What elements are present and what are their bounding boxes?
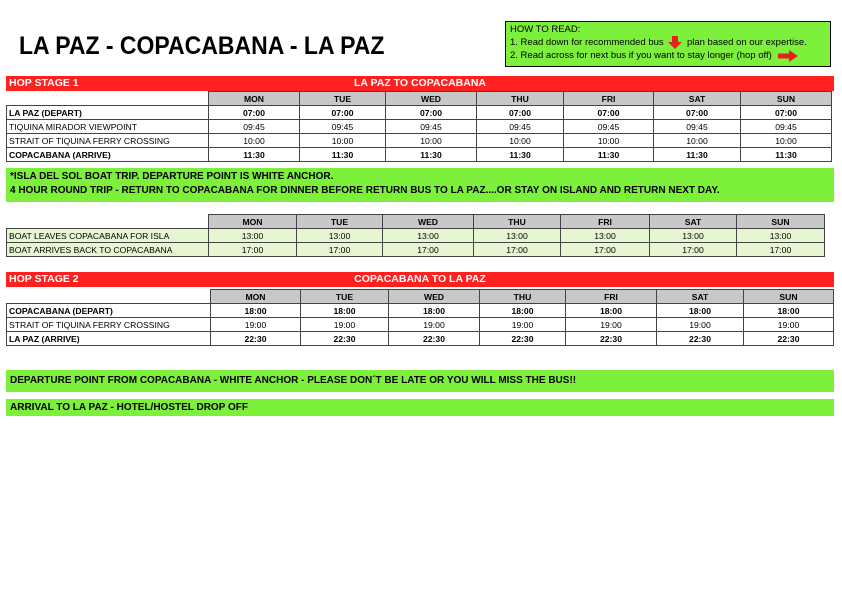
time-cell: 13:00 <box>737 229 825 243</box>
isla-note-line2: 4 HOUR ROUND TRIP - RETURN TO COPACABANA FOR DINNER BEFORE RETURN BUS TO LA PAZ....OR STAY ON ISLAND AND RETURN NEXT DAY. <box>10 185 720 196</box>
day-header-mon: MON <box>211 290 301 304</box>
day-header-wed: WED <box>389 290 480 304</box>
day-header-fri: FRI <box>561 215 650 229</box>
blank-cell <box>7 290 211 304</box>
day-header-fri: FRI <box>564 92 654 106</box>
time-cell: 11:30 <box>654 148 741 162</box>
time-cell: 22:30 <box>301 332 389 346</box>
time-cell: 10:00 <box>477 134 564 148</box>
stage1-header <box>6 76 834 91</box>
isla-note-line1: *ISLA DEL SOL BOAT TRIP. DEPARTURE POINT IS WHITE ANCHOR. <box>10 171 334 182</box>
time-cell: 11:30 <box>741 148 832 162</box>
time-cell: 07:00 <box>477 106 564 120</box>
how-to-read-line2-text: 2. Read across for next bus if you want to stay longer (hop off) <box>510 50 772 62</box>
time-cell: 19:00 <box>744 318 834 332</box>
time-cell: 11:30 <box>477 148 564 162</box>
time-cell: 09:45 <box>477 120 564 134</box>
how-to-read-line1-suffix: plan based on our expertise. <box>686 37 807 49</box>
table-row <box>7 332 834 346</box>
time-cell: 09:45 <box>386 120 477 134</box>
day-header-sat: SAT <box>650 215 737 229</box>
table-row <box>7 304 834 318</box>
departure-note: DEPARTURE POINT FROM COPACABANA - WHITE ANCHOR - PLEASE DON´T BE LATE OR YOU WILL MISS THE BUS!! <box>6 370 834 392</box>
row-label: LA PAZ (ARRIVE) <box>7 332 211 346</box>
time-cell: 17:00 <box>561 243 650 257</box>
time-cell: 10:00 <box>386 134 477 148</box>
time-cell: 22:30 <box>744 332 834 346</box>
time-cell: 19:00 <box>301 318 389 332</box>
day-header-mon: MON <box>209 215 297 229</box>
day-header-tue: TUE <box>301 290 389 304</box>
day-header-sun: SUN <box>737 215 825 229</box>
time-cell: 17:00 <box>650 243 737 257</box>
table-row <box>7 106 832 120</box>
how-to-read-box <box>505 21 831 67</box>
time-cell: 18:00 <box>301 304 389 318</box>
day-header-sat: SAT <box>654 92 741 106</box>
time-cell: 07:00 <box>386 106 477 120</box>
time-cell: 22:30 <box>566 332 657 346</box>
how-to-read-line1-text: 1. Read down for recommended bus <box>510 37 664 49</box>
isla-note <box>6 168 834 202</box>
time-cell: 19:00 <box>566 318 657 332</box>
time-cell: 17:00 <box>737 243 825 257</box>
arrow-right-icon <box>778 50 798 62</box>
boat-table <box>6 214 825 257</box>
row-label: BOAT ARRIVES BACK TO COPACABANA <box>7 243 209 257</box>
time-cell: 18:00 <box>480 304 566 318</box>
day-header-tue: TUE <box>300 92 386 106</box>
time-cell: 13:00 <box>383 229 474 243</box>
stage2-label: HOP STAGE 2 <box>9 273 79 285</box>
day-header-sun: SUN <box>744 290 834 304</box>
day-header-thu: THU <box>480 290 566 304</box>
time-cell: 13:00 <box>297 229 383 243</box>
time-cell: 10:00 <box>654 134 741 148</box>
time-cell: 18:00 <box>657 304 744 318</box>
time-cell: 19:00 <box>480 318 566 332</box>
day-header-wed: WED <box>383 215 474 229</box>
time-cell: 10:00 <box>741 134 832 148</box>
time-cell: 07:00 <box>654 106 741 120</box>
row-label: COPACABANA (ARRIVE) <box>7 148 209 162</box>
day-header-mon: MON <box>209 92 300 106</box>
time-cell: 11:30 <box>209 148 300 162</box>
stage1-label: HOP STAGE 1 <box>9 77 79 89</box>
time-cell: 18:00 <box>389 304 480 318</box>
day-header-fri: FRI <box>566 290 657 304</box>
time-cell: 11:30 <box>386 148 477 162</box>
how-to-read-line2 <box>510 49 826 62</box>
time-cell: 17:00 <box>474 243 561 257</box>
stage2-header <box>6 272 834 287</box>
row-label: BOAT LEAVES COPACABANA FOR ISLA <box>7 229 209 243</box>
stage2-table <box>6 289 834 346</box>
day-header-thu: THU <box>474 215 561 229</box>
day-header-row <box>7 92 832 106</box>
time-cell: 10:00 <box>564 134 654 148</box>
time-cell: 22:30 <box>211 332 301 346</box>
time-cell: 13:00 <box>209 229 297 243</box>
time-cell: 13:00 <box>650 229 737 243</box>
time-cell: 11:30 <box>564 148 654 162</box>
day-header-row <box>7 215 825 229</box>
row-label: COPACABANA (DEPART) <box>7 304 211 318</box>
time-cell: 07:00 <box>209 106 300 120</box>
time-cell: 09:45 <box>654 120 741 134</box>
blank-cell <box>7 215 209 229</box>
time-cell: 07:00 <box>300 106 386 120</box>
time-cell: 17:00 <box>209 243 297 257</box>
time-cell: 07:00 <box>564 106 654 120</box>
day-header-wed: WED <box>386 92 477 106</box>
time-cell: 17:00 <box>297 243 383 257</box>
time-cell: 22:30 <box>389 332 480 346</box>
stage1-route: LA PAZ TO COPACABANA <box>353 77 487 89</box>
stage1-table <box>6 91 832 162</box>
day-header-thu: THU <box>477 92 564 106</box>
time-cell: 07:00 <box>741 106 832 120</box>
day-header-tue: TUE <box>297 215 383 229</box>
table-row <box>7 120 832 134</box>
row-label: STRAIT OF TIQUINA FERRY CROSSING <box>7 318 211 332</box>
row-label: LA PAZ (DEPART) <box>7 106 209 120</box>
page-title: LA PAZ - COPACABANA - LA PAZ <box>19 32 385 60</box>
time-cell: 09:45 <box>209 120 300 134</box>
time-cell: 09:45 <box>300 120 386 134</box>
time-cell: 18:00 <box>211 304 301 318</box>
time-cell: 10:00 <box>209 134 300 148</box>
how-to-read-heading: HOW TO READ: <box>510 24 581 35</box>
time-cell: 18:00 <box>566 304 657 318</box>
table-row <box>7 229 825 243</box>
time-cell: 13:00 <box>474 229 561 243</box>
time-cell: 18:00 <box>744 304 834 318</box>
arrow-down-icon <box>668 36 682 49</box>
row-label: TIQUINA MIRADOR VIEWPOINT <box>7 120 209 134</box>
time-cell: 22:30 <box>480 332 566 346</box>
arrival-note: ARRIVAL TO LA PAZ - HOTEL/HOSTEL DROP OFF <box>6 399 834 416</box>
table-row <box>7 134 832 148</box>
table-row <box>7 243 825 257</box>
table-row <box>7 148 832 162</box>
time-cell: 19:00 <box>389 318 480 332</box>
blank-cell <box>7 92 209 106</box>
time-cell: 22:30 <box>657 332 744 346</box>
time-cell: 19:00 <box>211 318 301 332</box>
day-header-sun: SUN <box>741 92 832 106</box>
table-row <box>7 318 834 332</box>
time-cell: 09:45 <box>741 120 832 134</box>
time-cell: 10:00 <box>300 134 386 148</box>
time-cell: 11:30 <box>300 148 386 162</box>
row-label: STRAIT OF TIQUINA FERRY CROSSING <box>7 134 209 148</box>
how-to-read-line1 <box>510 36 826 49</box>
stage2-route: COPACABANA TO LA PAZ <box>354 273 486 285</box>
time-cell: 19:00 <box>657 318 744 332</box>
day-header-sat: SAT <box>657 290 744 304</box>
time-cell: 17:00 <box>383 243 474 257</box>
time-cell: 13:00 <box>561 229 650 243</box>
time-cell: 09:45 <box>564 120 654 134</box>
day-header-row <box>7 290 834 304</box>
